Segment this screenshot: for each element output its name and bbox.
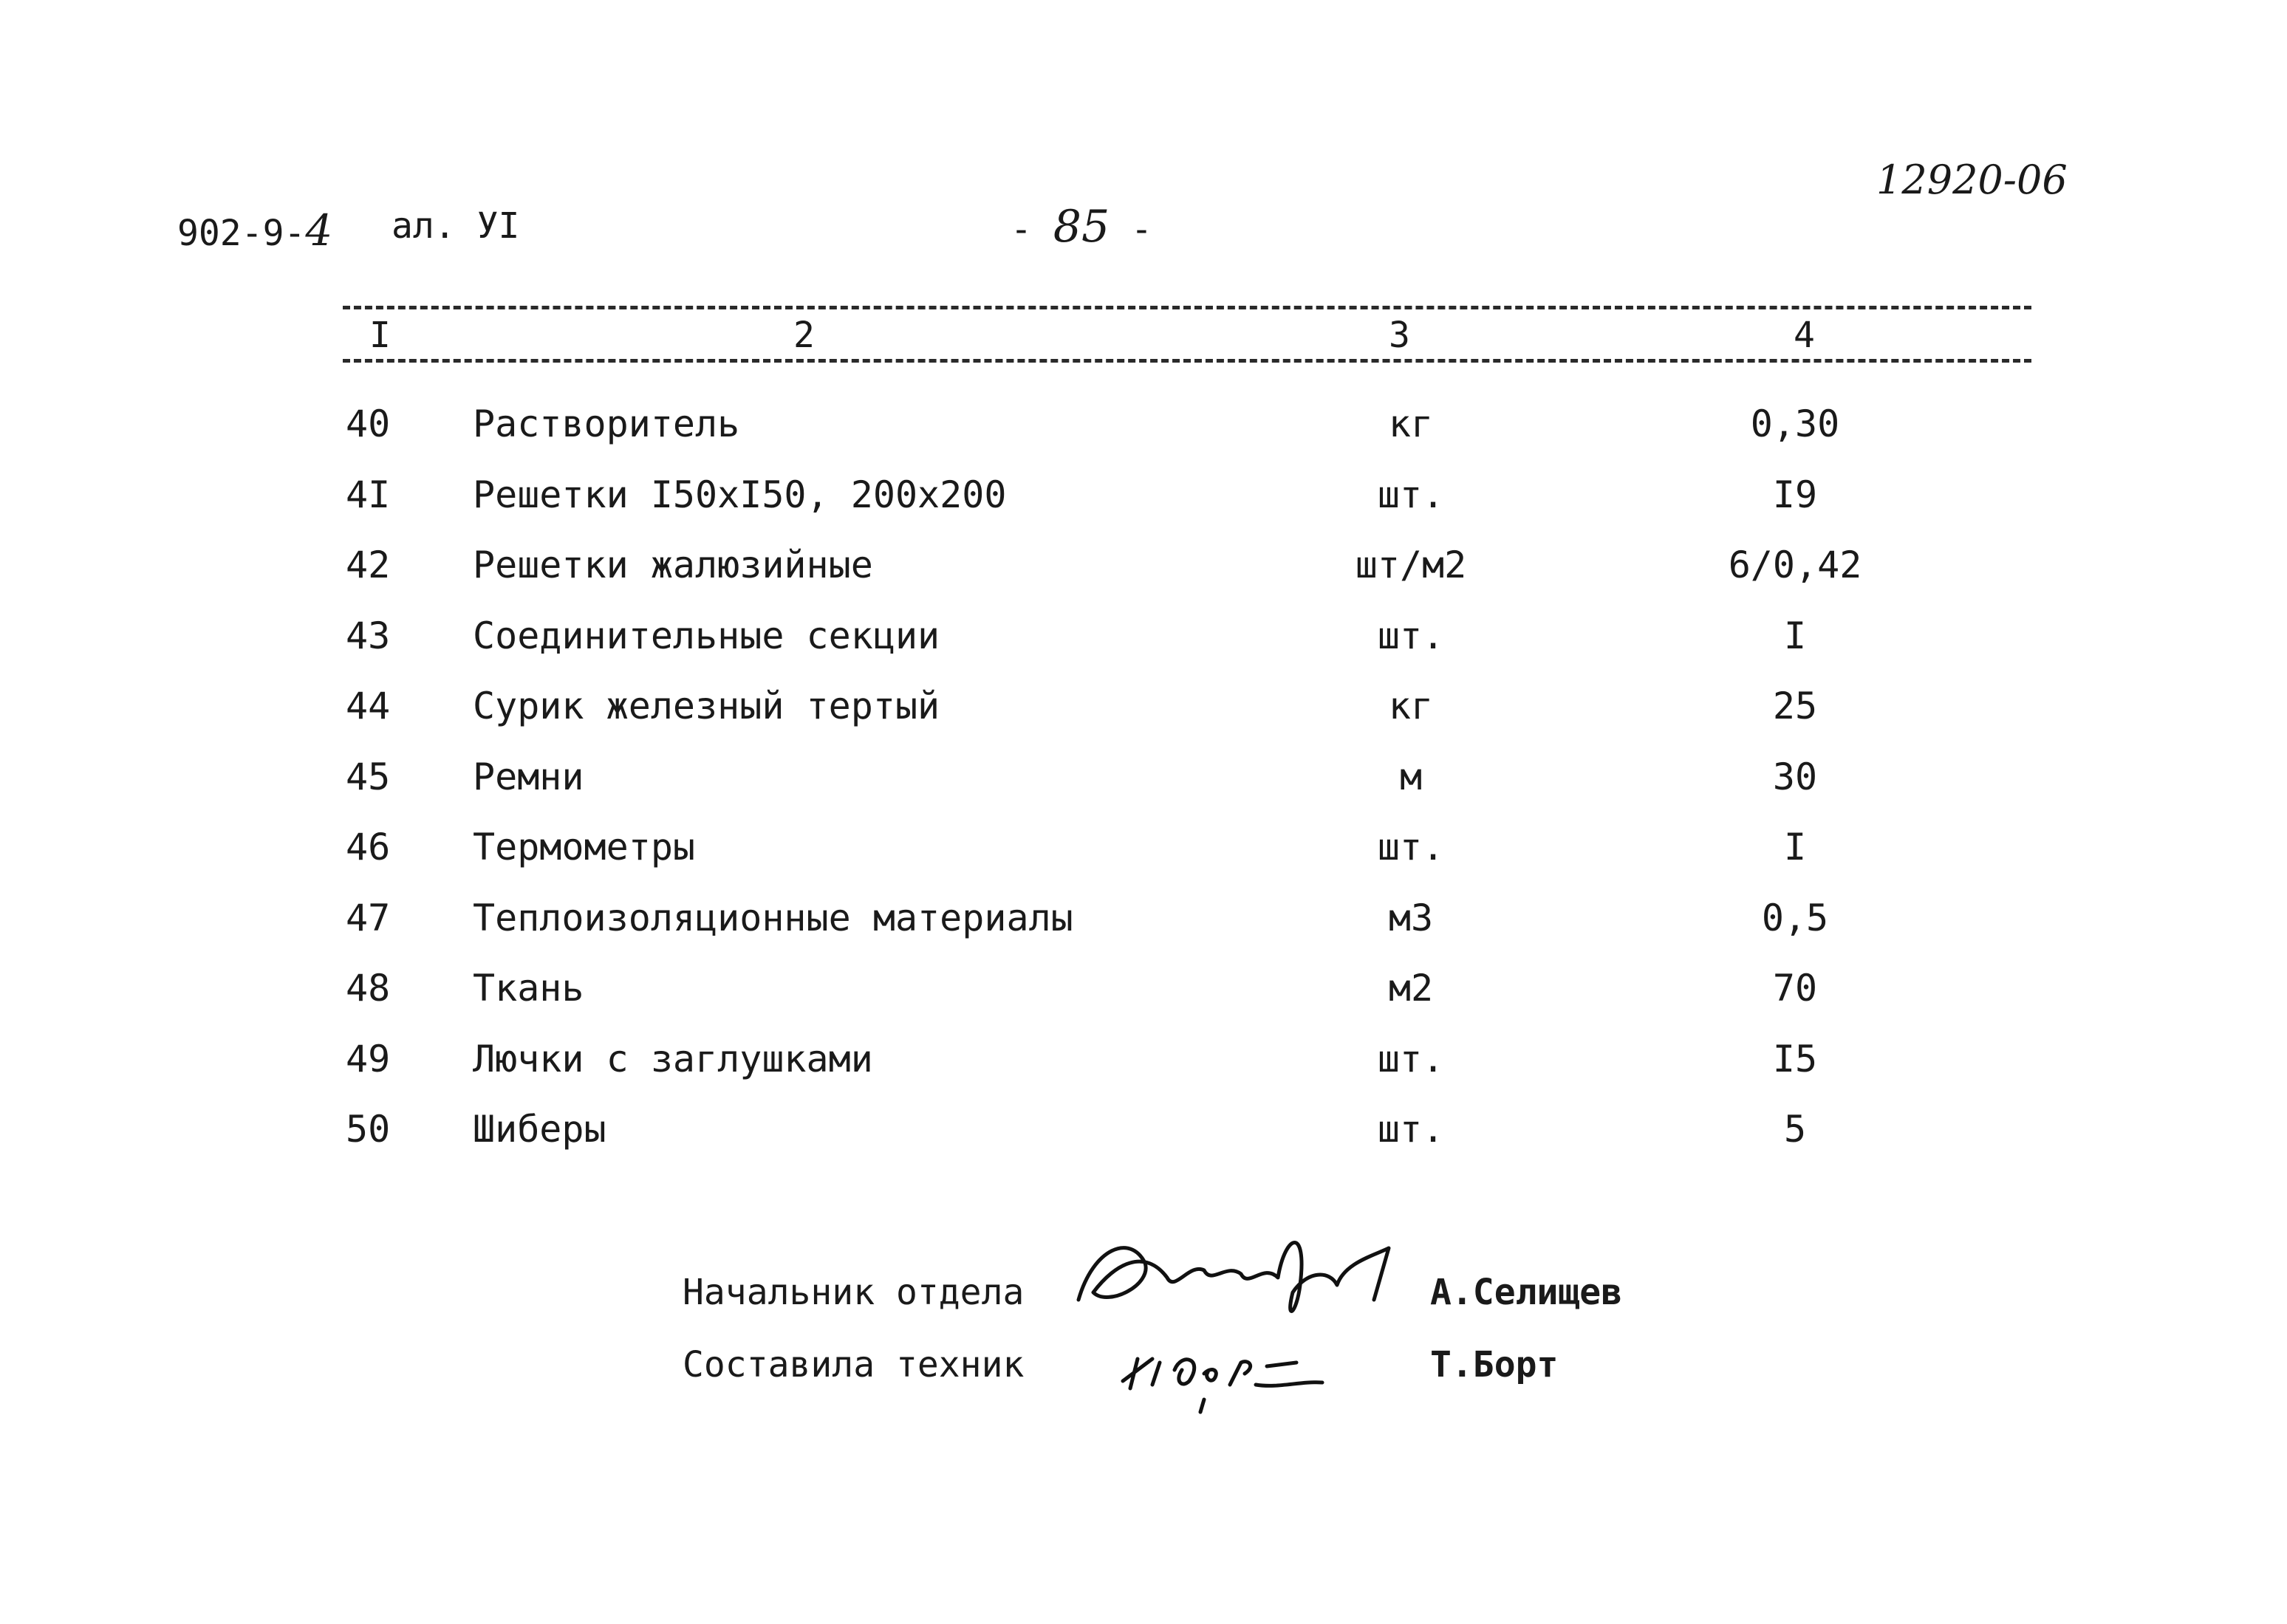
table-row [0,544,2287,614]
table-body [0,402,2287,1179]
head-signature [1064,1219,1404,1329]
header-rule-bottom [343,359,2031,363]
item-quantity: 25 [1772,685,1818,727]
item-quantity: 5 [1783,1108,1807,1151]
row-number: 50 [346,1108,391,1151]
page-number: - 85 - [1011,201,1152,253]
item-unit: шт. [1377,1037,1445,1080]
item-quantity: 0,30 [1750,402,1840,445]
item-quantity: I9 [1772,473,1818,516]
table-row [0,614,2287,685]
header-rule-top [343,306,2031,309]
table-row [0,685,2287,756]
head-of-department-label: Начальник отдела [683,1272,1025,1313]
item-unit: кг [1388,402,1434,445]
item-name: Шиберы [473,1108,606,1151]
item-quantity: I5 [1772,1037,1818,1080]
composer-name: Т.Борт [1430,1344,1559,1385]
row-number: 40 [346,402,391,445]
item-unit: м2 [1388,967,1434,1010]
item-unit: шт/м2 [1355,544,1467,586]
row-number: 45 [346,755,391,798]
column-header-3: 3 [1389,315,1410,356]
archive-number: 12920-06 [1876,157,2068,203]
item-unit: м [1399,755,1423,798]
item-name: Сурик железный тертый [473,685,940,727]
item-unit: шт. [1377,614,1445,657]
row-number: 49 [346,1037,391,1080]
item-quantity: I [1783,826,1807,868]
item-quantity: 30 [1772,755,1818,798]
item-unit: шт. [1377,473,1445,516]
document-code: 902-9-4 [177,205,333,256]
item-quantity: I [1783,614,1807,657]
item-unit: м3 [1388,896,1434,939]
table-row [0,402,2287,473]
item-name: Теплоизоляционные материалы [473,896,1073,939]
page-number-handwritten: 85 [1053,201,1110,253]
table-row [0,1108,2287,1179]
row-number: 47 [346,896,391,939]
item-name: Лючки с заглушками [473,1037,873,1080]
table-row [0,756,2287,826]
table-row [0,1038,2287,1109]
row-number: 4I [346,473,391,516]
item-quantity: 0,5 [1761,896,1829,939]
composer-signature [1108,1329,1352,1418]
document-code-handwritten: 4 [305,205,333,256]
column-header-1: I [369,315,391,356]
head-of-department-name: А.Селищев [1430,1272,1623,1313]
row-number: 48 [346,967,391,1010]
item-unit: шт. [1377,1108,1445,1151]
item-name: Соединительные секции [473,614,940,657]
column-header-4: 4 [1794,315,1815,356]
item-name: Растворитель [473,402,740,445]
row-number: 44 [346,685,391,727]
item-name: Ткань [473,967,584,1010]
table-row [0,967,2287,1038]
sheet-label: ал. УI [392,205,520,247]
item-quantity: 70 [1772,967,1818,1010]
item-unit: шт. [1377,826,1445,868]
item-quantity: 6/0,42 [1728,544,1862,586]
item-name: Термометры [473,826,696,868]
row-number: 42 [346,544,391,586]
item-name: Решетки I50xI50, 200x200 [473,473,1007,516]
column-header-2: 2 [793,315,815,356]
composer-label: Составила техник [683,1344,1025,1385]
table-row [0,897,2287,967]
table-row [0,473,2287,544]
item-unit: кг [1388,685,1434,727]
table-row [0,826,2287,897]
row-number: 43 [346,614,391,657]
row-number: 46 [346,826,391,868]
item-name: Решетки жалюзийные [473,544,873,586]
item-name: Ремни [473,755,584,798]
